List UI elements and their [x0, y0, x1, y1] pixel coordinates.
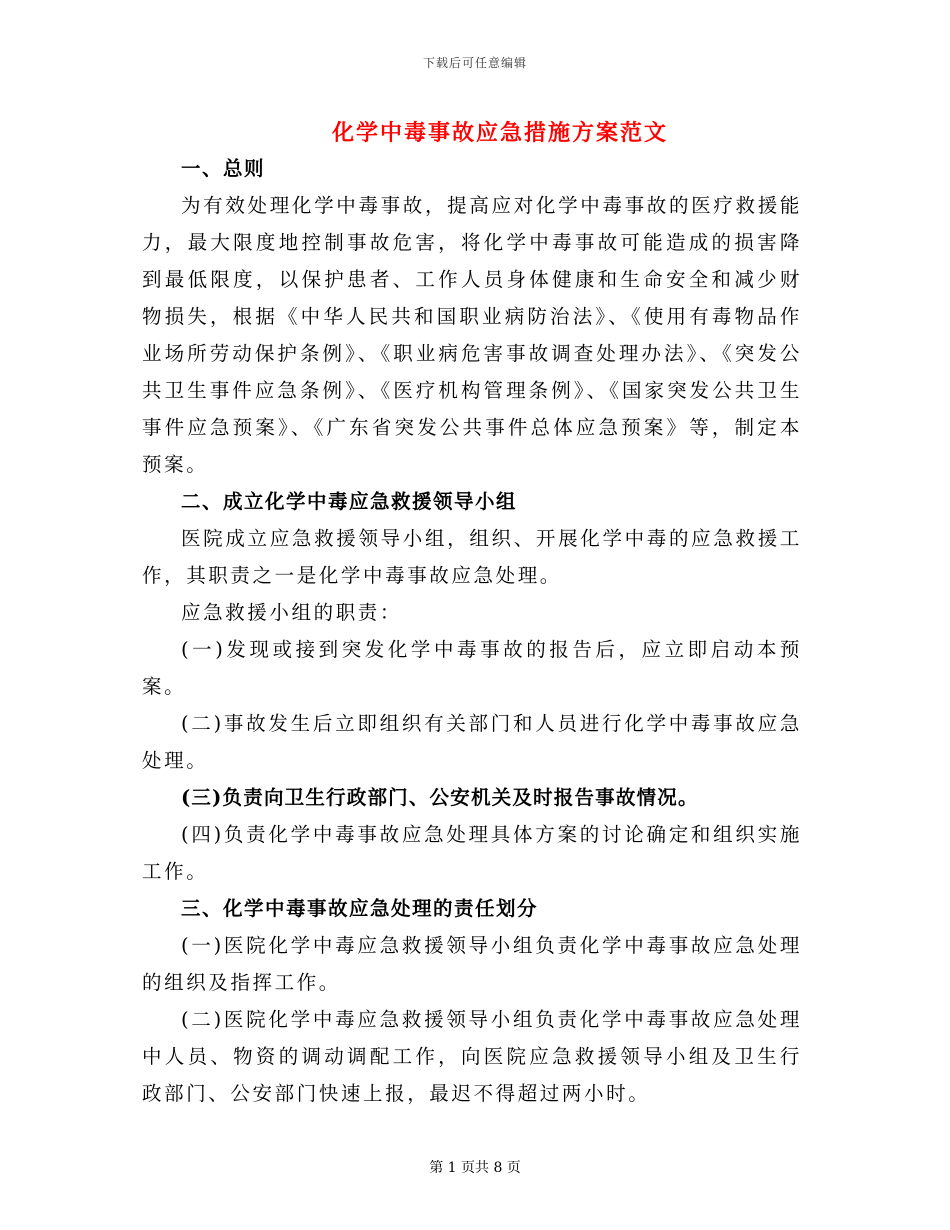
paragraph-group-duties-intro: 应急救援小组的职责： — [181, 601, 403, 624]
document-title: 化学中毒事故应急措施方案范文 — [331, 120, 668, 146]
paragraph-duty-2: (二)事故发生后立即组织有关部门和人员进行化学中毒事故应急处理。 — [142, 712, 802, 772]
paragraph-responsibility-1: (一)医院化学中毒应急救援领导小组负责化学中毒事故应急处理的组织及指挥工作。 — [142, 934, 802, 994]
paragraph-duty-4: (四)负责化学中毒事故应急处理具体方案的讨论确定和组织实施工作。 — [142, 823, 802, 883]
paragraph-general-purpose: 为有效处理化学中毒事故，提高应对化学中毒事故的医疗救援能力，最大限度地控制事故危害，将化学中毒事故可能造成的损害降到最低限度，以保护患者、工作人员身体健康和生命安全和减少财物损失，根据《中华人民共和国职业病防治法》、《使用有毒物品作业场所劳动保护条例》、《职业病危害事故调查处理办法》、《突发公共卫生事件应急条例》、《医疗机构管理条例》、《国家突发公共卫生事件应急预案》、《广东省突发公共事件总体应急预案》等，制定本预案。 — [142, 194, 802, 476]
section-heading-general: 一、总则 — [181, 157, 266, 180]
section-heading-leadership-group: 二、成立化学中毒应急救援领导小组 — [181, 490, 518, 513]
paragraph-duty-1: (一)发现或接到突发化学中毒事故的报告后，应立即启动本预案。 — [142, 638, 802, 698]
paragraph-responsibility-2: (二)医院化学中毒应急救援领导小组负责化学中毒事故应急处理中人员、物资的调动调配工作，向医院应急救援领导小组及卫生行政部门、公安部门快速上报，最迟不得超过两小时。 — [142, 1008, 802, 1105]
page-footer: 第 1 页共 8 页 — [429, 1160, 521, 1176]
header-note: 下载后可任意编辑 — [422, 56, 527, 70]
paragraph-duty-3: (三)负责向卫生行政部门、公安机关及时报告事故情况。 — [181, 786, 699, 809]
section-heading-responsibility: 三、化学中毒事故应急处理的责任划分 — [181, 897, 539, 920]
paragraph-leadership-group: 医院成立应急救援领导小组，组织、开展化学中毒的应急救援工作，其职责之一是化学中毒事故应急处理。 — [142, 527, 802, 587]
document-body — [142, 150, 802, 1112]
